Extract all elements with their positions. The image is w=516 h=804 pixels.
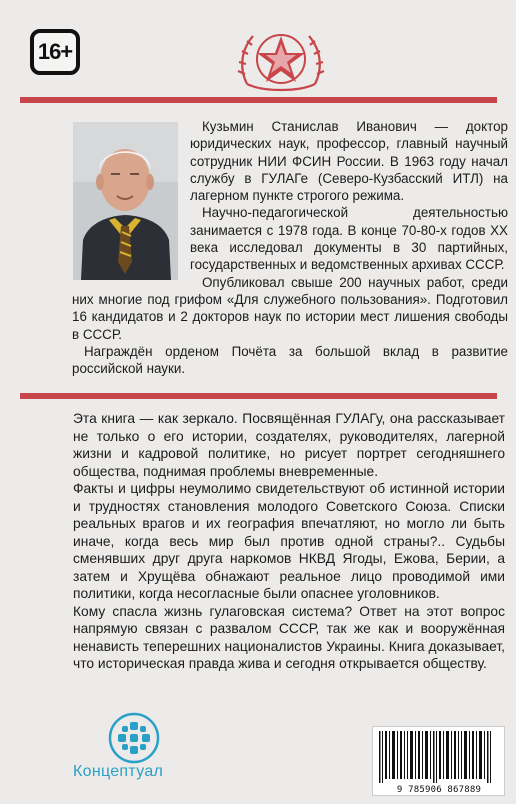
bottom-red-rule [20, 393, 497, 399]
publisher-logo-icon [108, 712, 160, 764]
top-red-rule [20, 97, 497, 103]
isbn-digits: 9 785906 867889 [396, 785, 482, 795]
age-rating-label: 16+ [37, 39, 73, 64]
author-bio-paragraph: Опубликовал свыше 200 научных работ, среди них многие под грифом «Для служебного пользования». Подготовил 16 кандидатов и 2 докторов наук по истории мест лишения свободы в СССР. [72, 274, 508, 342]
author-bio-paragraph: Награждён орденом Почёта за большой вклад в развитие российской науки. [72, 343, 508, 377]
author-bio [72, 118, 508, 377]
author-bio-paragraph: Кузьмин Станислав Иванович — доктор юридических наук, профессор, главный научный сотрудник НИИ ФСИН России. В 1963 году начал службу в ГУЛАГе (Северо-Кузбасский ИТЛ) на лагерном пункте строгого режима. [190, 119, 508, 204]
publisher-name: Концептуал [73, 763, 164, 780]
soviet-star-emblem-icon [233, 22, 329, 96]
annotation-paragraph: Эта книга — как зеркало. Посвящённая ГУЛАГу, она рассказывает не только о его истории, создателях, руководителях, лагерной жизни и кадровой политике, но рисует портрет сегодняшнего общества, поднимая проблемы вневременные. [73, 411, 505, 479]
annotation-paragraph: Кому спасла жизнь гулаговская система? Ответ на этот вопрос напрямую связан с развалом СССР, так же как и вооружённая ненависть теперешних националистов Украины. Книга доказывает, что историческая правда жива и сегодня открывается обществу. [73, 603, 505, 671]
annotation-paragraph: Факты и цифры неумолимо свидетельствуют об истинной истории и трудностях становления молодого Советского Союза. Списки реальных врагов и их география впечатляют, но могло ли быть иначе, когда весь мир был против одной страны?.. Судьбы сменявших друг друга наркомов НКВД Ягоды, Ежова, Берии, а затем и Хрущёва обнажают реальное лицо проводимой ими политики, когда несогласные были опаснее уголовников. [73, 481, 505, 601]
author-bio-paragraph: Научно-педагогической деятельностью занимается с 1978 года. В конце 70-80-х годов XX века исследовал документы в 30 партийных, государственных и ведомственных архивах СССР. [190, 205, 508, 273]
book-annotation [73, 410, 505, 673]
age-rating-badge [30, 29, 80, 75]
